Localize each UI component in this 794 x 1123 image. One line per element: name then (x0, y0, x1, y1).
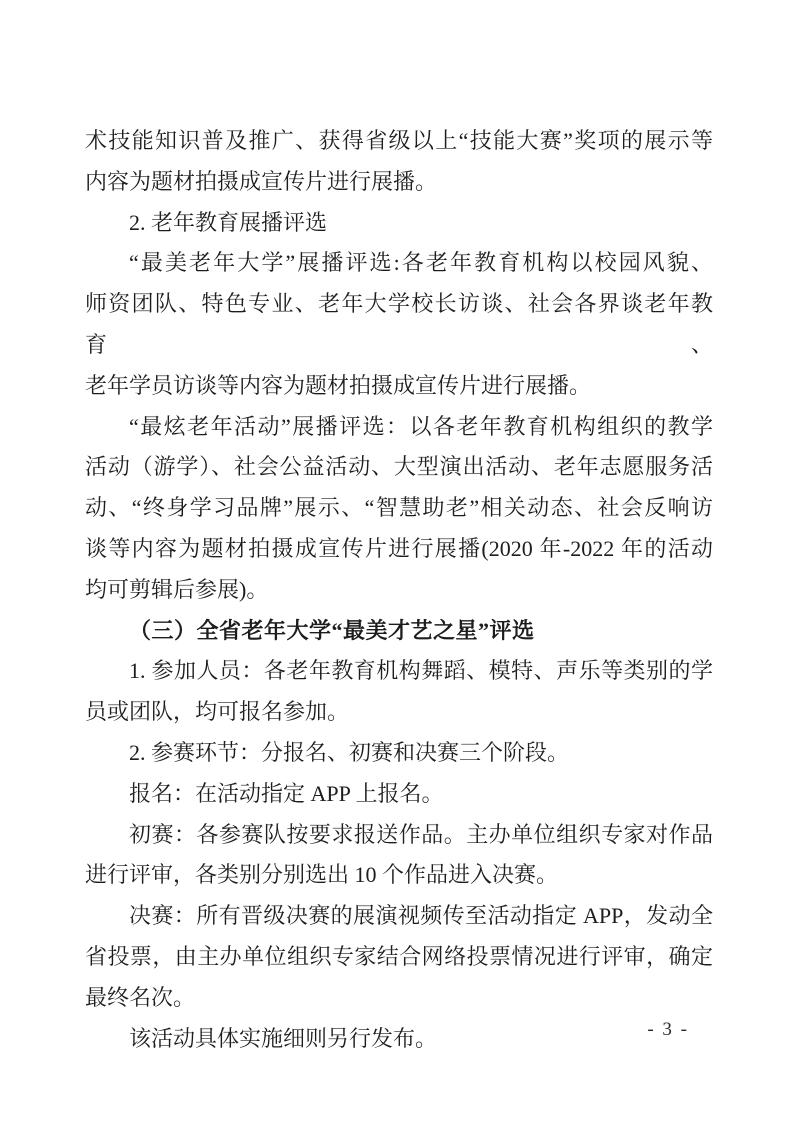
text-line: 员或团队，均可报名参加。 (85, 699, 350, 725)
text-line: 均可剪辑后参展)。 (85, 576, 269, 602)
text-line: 1. 参加人员：各老年教育机构舞蹈、模特、声乐等类别的学 (129, 658, 713, 684)
text-line: 省投票，由主办单位组织专家结合网络投票情况进行评审，确定 (85, 943, 713, 969)
text-line: 术技能知识普及推广、获得省级以上“技能大赛”奖项的展示等 (85, 128, 714, 153)
text-line: 谈等内容为题材拍摄成宣传片进行展播(2020 年-2022 年的活动 (85, 535, 713, 561)
document-body (85, 121, 713, 1059)
text-line: 进行评审，各类别分别选出 10 个作品进入决赛。 (85, 862, 559, 888)
text-line: 报名：在活动指定 APP 上报名。 (129, 780, 444, 806)
text-line: “最炫老年活动”展播评选：以各老年教育机构组织的教学 (129, 413, 713, 439)
page-number: - 3 - (647, 1019, 689, 1040)
text-line: 最终名次。 (85, 984, 196, 1010)
list-item-heading: 2. 老年教育展播评选 (129, 209, 328, 235)
text-line: “最美老年大学”展播评选:各老年教育机构以校园风貌、 (129, 250, 713, 276)
text-line: 决赛：所有晋级决赛的展演视频传至活动指定 APP，发动全 (129, 903, 713, 929)
text-line: 师资团队、特色专业、老年大学校长访谈、社会各界谈老年教育、 (85, 291, 713, 357)
text-line: 老年学员访谈等内容为题材拍摄成宣传片进行展播。 (85, 372, 592, 398)
text-line: 内容为题材拍摄成宣传片进行展播。 (85, 168, 438, 194)
text-line: 活动（游学）、社会公益活动、大型演出活动、老年志愿服务活 (85, 454, 713, 480)
text-line: 初赛：各参赛队按要求报送作品。主办单位组织专家对作品 (129, 821, 713, 847)
text-line: 该活动具体实施细则另行发布。 (129, 1025, 438, 1051)
section-heading: （三）全省老年大学“最美才艺之星”评选 (129, 617, 535, 643)
text-line: 2. 参赛环节：分报名、初赛和决赛三个阶段。 (129, 739, 570, 765)
text-line: 动、“终身学习品牌”展示、“智慧助老”相关动态、社会反响访 (85, 495, 713, 521)
